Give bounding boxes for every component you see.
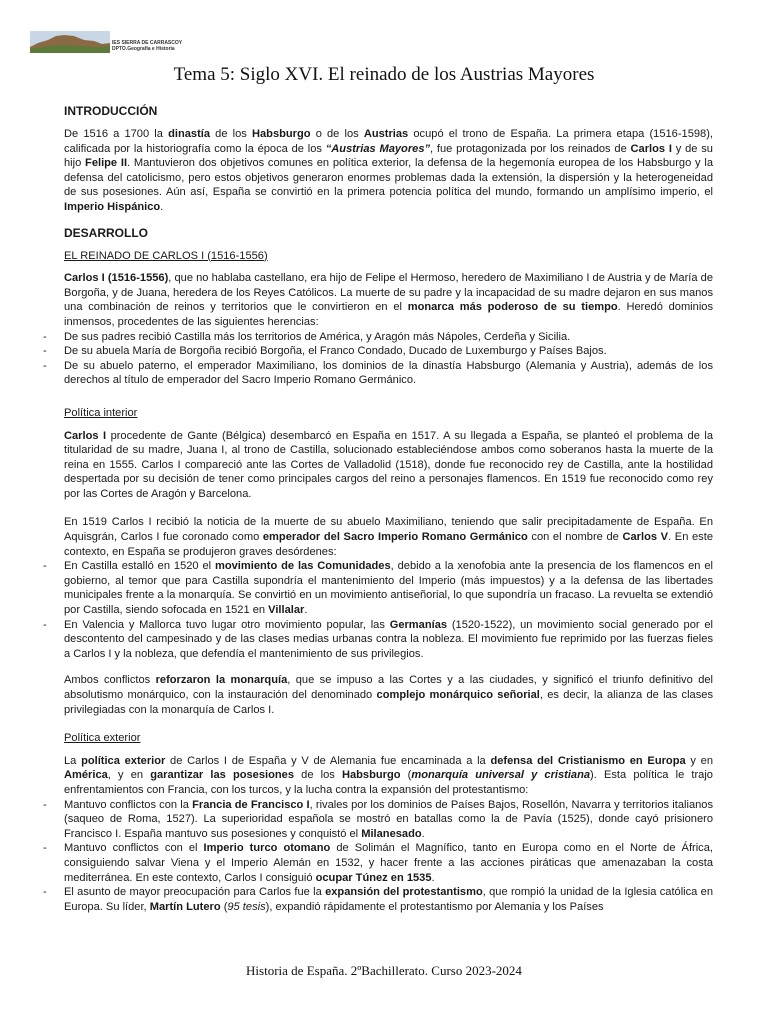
text-run: América — [64, 769, 108, 782]
text-run: De su abuelo paterno, el emperador Maximiliano, los dominios de la dinastía Habsburgo (Alemania y Austria), además de los derechos al título de emperador del Sacro Imperio Romano Germánico. — [64, 359, 713, 387]
reign-paragraph — [64, 271, 713, 329]
text-run: En Valencia y Mallorca tuvo lugar otro movimiento popular, las — [64, 618, 390, 631]
text-run: Habsburgo — [251, 128, 311, 140]
text-run: . En este contexto, en España se produjeron graves desórdenes: — [64, 531, 713, 558]
text-run: de Solimán el Magnífico, tanto en Europa como en el Norte de África, consiguiendo salvar Viena y el Imperio Alemán en 1532, y hacer frente a las acciones piráticas que amenazaban la costa mediterránea. En este contexto, Carlos I consiguió — [64, 842, 713, 884]
text-run: 95 tesis — [227, 900, 266, 913]
intro-paragraph — [64, 127, 713, 215]
text-run: emperador del Sacro Imperio Romano Germánico — [262, 531, 528, 544]
text-run: de los — [294, 769, 342, 782]
text-run: movimiento de las Comunidades — [215, 560, 391, 573]
text-run: . Mantuvieron dos objetivos comunes en política exterior, la defensa de la hegemonía europea de los Habsburgo y la defensa del catolicismo, pero estos objetivos generaron enormes problemas dada la extensión, la dispersión y la heterogeneidad de sus posesiones. Aún así, España se convirtió en la primera potencia política del mundo, formando un amplísimo imperio, el — [64, 157, 713, 199]
text-run: ), expandió rápidamente el protestantismo por Alemania y los Países — [265, 900, 604, 913]
interior-paragraph-2 — [64, 515, 713, 559]
text-run: Ambos conflictos — [64, 674, 156, 687]
text-run: Carlos V — [622, 531, 669, 544]
text-run: , que no hablaba castellano, era hijo de Felipe el Hermoso, heredero de Maximiliano I de Austria y de María de Borgoña, y de Juana, heredera de los Reyes Católicos. La muerte de su padre y la incapacidad de su madre dejaron en sus manos una combinación de reinos y territorios que le convirtieron en el — [64, 272, 713, 314]
text-run: “Austrias Mayores” — [325, 142, 431, 155]
text-run: ocupó el trono de España. La primera etapa (1516-1598), calificada por la historiografía como la época de los — [64, 128, 713, 155]
page-footer: Historia de España. 2ºBachillerato. Curso 2023-2024 — [246, 963, 522, 978]
list-item — [64, 344, 713, 359]
text-run: reforzaron la monarquía — [155, 674, 288, 687]
logo-line-2: DPTO.Geografía e Historia — [112, 46, 175, 52]
text-run: La — [64, 754, 82, 767]
text-run: ocupar Túnez en 1535 — [315, 871, 432, 884]
school-logo — [30, 31, 110, 53]
exterior-paragraph-1 — [64, 754, 713, 798]
text-run: , que rompió la unidad de la Iglesia católica en Europa. Su líder, — [64, 886, 713, 913]
text-run: garantizar las posesiones — [150, 769, 294, 782]
text-run: monarca más poderoso de su tiempo — [407, 301, 618, 314]
list-item — [64, 559, 713, 617]
text-run: de Carlos I de España y V de Alemania fue encaminada a la — [165, 754, 491, 767]
text-run: . Heredó dominios inmensos, procedentes de las siguientes herencias: — [64, 301, 713, 328]
text-run: y de su hijo — [64, 142, 713, 170]
text-run: Francia de Francisco I — [192, 798, 310, 811]
text-run: Milanesado — [361, 827, 422, 840]
text-run: . — [431, 871, 435, 884]
text-run: , fue protagonizada por los reinados de — [430, 142, 631, 155]
intro-heading: INTRODUCCIÓN — [64, 104, 158, 118]
reign-subtitle: EL REINADO DE CARLOS I (1516-1556) — [64, 249, 268, 262]
text-run: . — [160, 200, 164, 213]
text-run: , debido a la xenofobia ante la presencia de los flamencos en el gobierno, al temor que para Castilla supondría el mantenimiento del Imperio (más impuestos) y a la defensa de las libertades municipales frente a la monarquía. Se convirtió en un movimiento antiseñorial, lo que supondría un fracaso. La revuelta se extendió por Castilla, siendo sofocada en 1521 en — [64, 560, 713, 617]
text-run: . — [304, 604, 308, 617]
interior-paragraph-3 — [64, 673, 713, 717]
text-run: En Castilla estalló en 1520 el — [64, 560, 215, 573]
page-title: Tema 5: Siglo XVI. El reinado de los Austrias Mayores — [173, 64, 595, 85]
list-item — [64, 798, 713, 842]
text-run: o de los — [310, 128, 364, 140]
text-run: Imperio Hispánico — [64, 200, 161, 213]
list-item — [64, 330, 713, 345]
interior-list — [64, 559, 713, 661]
list-item — [64, 359, 713, 388]
text-run: Carlos I (1516-1556) — [64, 272, 169, 285]
logo-line-1: IES SIERRA DE CARRASCOY — [112, 40, 183, 46]
text-run: y en — [685, 754, 713, 767]
text-run: Mantuvo conflictos con el — [64, 842, 204, 855]
text-run: Villalar — [268, 604, 305, 617]
text-run: Mantuvo conflictos con la — [64, 798, 193, 811]
text-run: Austrias — [363, 128, 409, 140]
text-run: De su abuela María de Borgoña recibió Borgoña, el Franco Condado, Ducado de Luxemburgo y Países Bajos. — [64, 345, 607, 358]
text-run: monarquía universal y cristiana — [411, 769, 591, 782]
text-run: , que se impuso a las Cortes y a las ciudades, y significó el triunfo definitivo del absolutismo monárquico, con la instauración del denominado — [64, 674, 713, 701]
interior-paragraph-1 — [64, 429, 713, 502]
inheritance-list — [64, 330, 713, 388]
logo-text — [112, 40, 182, 52]
text-run: Martín Lutero — [149, 900, 221, 913]
text-run: En 1519 Carlos I recibió la noticia de la muerte de su abuelo Maximiliano, teniendo que salir precipitadamente de España. En Aquisgrán, Carlos I fue coronado como — [64, 516, 713, 544]
text-run: con el nombre de — [527, 531, 623, 544]
list-item — [64, 885, 713, 914]
text-run: Habsburgo — [341, 769, 401, 782]
text-run: Carlos I — [64, 429, 107, 442]
text-run: (1520-1522), un movimiento social generado por el descontento del campesinado y de las clases medias urbanas contra la nobleza. El movimiento fue reprimido por las fuerzas fieles a Carlos I y la nobleza, que defendía el mantenimiento de sus privilegios. — [64, 618, 713, 660]
text-run: defensa del Cristianismo en Europa — [490, 754, 686, 767]
document-body — [64, 103, 713, 922]
text-run: expansión del protestantismo — [325, 886, 483, 899]
text-run: De 1516 a 1700 la — [64, 128, 169, 140]
text-run: dinastía — [168, 128, 211, 140]
text-run: El asunto de mayor preocupación para Carlos fue la — [64, 886, 326, 899]
text-run: , rivales por los dominios de Países Bajos, Rosellón, Navarra y territorios italianos (saqueo de Roma, 1527). La superioridad española se mostró en batallas como la de Pavía (1525), donde cayó prisionero Francisco I. España mantuvo sus posesiones y conquistó el — [64, 798, 713, 840]
exterior-subtitle: Política exterior — [64, 732, 141, 745]
text-run: De sus padres recibió Castilla más los territorios de América, y Aragón más Nápoles, Cerdeña y Sicilia. — [64, 330, 571, 343]
text-run: de los — [210, 128, 252, 140]
text-run: Carlos I — [630, 142, 672, 155]
text-run: procedente de Gante (Bélgica) desembarcó en España en 1517. A su llegada a España, se planteó el problema de la titularidad de su madre, Juana I, al trono de Castilla, solucionado estableciéndose ambos como soberanos hasta la muerte de la reina en 1555. Carlos I compareció ante las Cortes de Valladolid (1518), donde fue reconocido rey de Castilla, ante la hostilidad despertada por su decisión de tener como principales cargos del reino a personajes flamencos. En 1519 fue reconocido como rey por las Cortes de Aragón y Barcelona. — [64, 429, 713, 500]
interior-subtitle: Política interior — [64, 406, 138, 419]
text-run: Imperio turco otomano — [203, 842, 331, 855]
text-run: Felipe II — [85, 157, 128, 170]
text-run: ( — [220, 900, 228, 913]
text-run: complejo monárquico señorial — [376, 689, 540, 701]
text-run: ( — [400, 769, 412, 782]
list-item — [64, 841, 713, 885]
list-item — [64, 618, 713, 662]
desarrollo-heading: DESARROLLO — [64, 225, 148, 240]
text-run: , y en — [107, 769, 151, 782]
exterior-list — [64, 798, 713, 915]
text-run: ). Esta política le trajo enfrentamientos con Francia, con los turcos, y la lucha contra la expansión del protestantismo: — [64, 769, 713, 796]
text-run: política exterior — [81, 754, 166, 767]
text-run: Germanías — [389, 618, 448, 631]
text-run: , es decir, la alianza de las clases privilegiadas con la monarquía de Carlos I. — [64, 689, 713, 716]
text-run: . — [421, 827, 425, 840]
